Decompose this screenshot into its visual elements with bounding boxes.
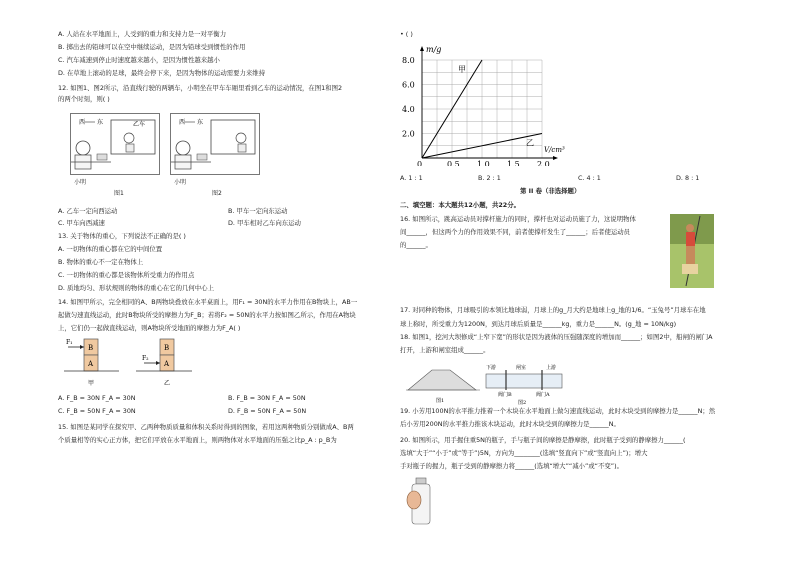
text-line-o3: B. F_B = 30N F_A = 50N — [228, 394, 306, 402]
text-line-l11: B. 物体的重心不一定在物体上 — [58, 258, 144, 266]
text-line-r8: 16. 如图所示，跳高运动员对撑杆施力的同时，撑杆也对运动员施了力，这说明物体 — [400, 215, 636, 223]
text-line-r10: 的______。 — [400, 241, 432, 249]
y-axis-label: m/g — [426, 45, 442, 54]
text-line-r18: 选填“大于”“小于”或“等于”)5N，方向为________(选填“竖直向下”或“竖直向上”)；增大 — [400, 449, 648, 457]
upstream-label: 上游 — [546, 365, 557, 371]
fig18-caption-2: 图2 — [518, 400, 527, 406]
text-line-l2: B. 掷出去的铅球可以在空中继续运动，是因为铅球受到惯性的作用 — [58, 43, 246, 51]
text-line-o1: B. 甲车一定向东运动 — [228, 207, 288, 215]
text-line-l1: A. 人站在水平地面上，人受到的重力和支持力是一对平衡力 — [58, 30, 227, 38]
x-tick-label: 0 — [417, 160, 423, 166]
text-line-r19: 手对瓶子的握力，瓶子受到的静摩擦力将______(选填“增大”“减小”或“不变”)。 — [400, 462, 623, 470]
x-tick-label: 1.0 — [477, 160, 490, 166]
car-b-label: 乙车 — [133, 121, 146, 128]
east-label-1: 东 — [97, 119, 104, 126]
text-line-r5: D. 8 : 1 — [676, 174, 700, 182]
text-line-l4: D. 在草地上滚动的足球，最终会停下来，是因为物体的运动需要力来维持 — [58, 69, 266, 77]
dam-shape — [408, 370, 476, 390]
yi-label: 乙 — [164, 380, 171, 387]
text-line-r4: C. 4 : 1 — [578, 174, 601, 182]
text-line-l18: C. F_B = 50N F_A = 30N — [58, 407, 136, 415]
y-tick-label: 2.0 — [402, 129, 415, 139]
y-axis-arrow — [420, 46, 424, 51]
fig18-caption-1: 图1 — [436, 398, 445, 404]
x-axis-arrow — [553, 156, 558, 160]
figure-18 — [406, 360, 566, 406]
text-line-r16: 后小芳用200N的水平推力推该木块运动，此时木块受到的摩擦力是______N。 — [400, 420, 620, 428]
xiaoming-head-icon — [76, 141, 90, 155]
chart-grid — [422, 60, 542, 158]
block-a-label-yi: A — [164, 360, 170, 368]
y-tick-label: 4.0 — [402, 105, 415, 114]
series-label-1: 乙 — [526, 138, 534, 148]
text-line-l8: C. 甲车向西减速 — [58, 219, 105, 227]
text-line-r9: 间______，但这两个力的作用效果不同，前者使撑杆发生了______；后者使运动员 — [400, 228, 631, 236]
gate-b-label: 阀门B — [498, 392, 512, 398]
text-line-l5: 12. 如图1、图2所示，沿直线行驶的两辆车，小明坐在甲车车厢里看到乙车的运动情况，在图1和图2 — [58, 84, 343, 92]
passenger-icon — [124, 133, 134, 143]
jia-label: 甲 — [88, 380, 95, 387]
text-line-r7: 二、填空题：本大题共12小题，共22分。 — [400, 201, 521, 209]
cup-icon — [197, 154, 207, 160]
figure-2-caption: 图2 — [212, 190, 222, 197]
text-line-r12: 球上称时，所受重力为1200N，到达月球后质量是______kg，重力是______N。(g_地 = 10N/kg) — [400, 320, 677, 328]
chart-axes — [420, 46, 558, 160]
lock-chamber — [486, 374, 562, 388]
mass-volume-chart — [400, 40, 570, 166]
x-tick-label: 0.5 — [447, 160, 460, 166]
hand-holding-bottle — [404, 476, 438, 528]
block-a-label-jia: A — [88, 360, 94, 368]
text-line-l10: A. 一切物体的重心都在它的中间位置 — [58, 245, 163, 253]
text-line-r14: 打开，上游和闸室组成______。 — [400, 346, 490, 354]
text-line-l17: A. F_B = 30N F_A = 30N — [58, 394, 136, 402]
west-label-1: 西 — [79, 119, 86, 126]
figure-12-scene-1 — [71, 114, 159, 174]
chart-labels — [402, 45, 565, 166]
text-line-r3: B. 2 : 1 — [478, 174, 501, 182]
y-tick-label: 8.0 — [402, 56, 415, 65]
text-line-l13: D. 质地均匀、形状规则的物体的重心在它的几何中心上 — [58, 284, 214, 292]
text-line-l16: 上，它们仍一起做直线运动，则A物块所受地面的摩擦力为F_A( ) — [58, 324, 241, 332]
text-line-l12: C. 一切物体的重心都是该物体所受重力的作用点 — [58, 271, 195, 279]
x-tick-label: 1.5 — [507, 160, 520, 166]
bottle-cap — [416, 478, 426, 484]
text-line-o2: D. 甲车相对乙车向东运动 — [228, 219, 301, 227]
x-tick-label: 2.0 — [537, 160, 550, 166]
series-label-0: 甲 — [458, 65, 466, 74]
block-b-label-jia: B — [88, 344, 94, 352]
cup-icon — [97, 154, 107, 160]
xiaoming-head-icon — [176, 141, 190, 155]
text-line-l7: A. 乙车一定向西运动 — [58, 207, 118, 215]
text-line-l6: 的两个时刻，则( ) — [58, 95, 110, 103]
text-line-r15: 19. 小芳用100N的水平推力推着一个木块在水平地面上做匀速直线运动，此时木块受到的摩擦力是______N；然 — [400, 407, 716, 415]
pole-vaulter-photo — [670, 214, 714, 288]
text-line-l9: 13. 关于物体的重心，下列说法不正确的是( ) — [58, 232, 186, 240]
downstream-label: 下游 — [486, 365, 497, 371]
text-line-r1: • ( ) — [400, 30, 413, 38]
xiaoming-label-2: 小明 — [174, 179, 187, 186]
text-line-l20: 个质量相等的实心正方体，把它们平放在水平地面上，则两物体对水平地面的压强之比p_A : p_B为 — [58, 436, 337, 444]
y-tick-label: 6.0 — [402, 80, 415, 90]
passenger-icon — [236, 133, 246, 143]
force-f2-label: F₂ — [142, 355, 149, 362]
gate-a-label: 阀门A — [536, 392, 550, 398]
text-line-r13: 18. 如图1，挖河大坝修成“上窄下宽”的形状是因为液体的压强随深度的增加而______；如图2中，船闸的闸门A — [400, 333, 713, 341]
figure-1-caption: 图1 — [114, 190, 124, 197]
east-label-2: 东 — [197, 119, 204, 126]
text-line-o4: D. F_B = 50N F_A = 50N — [228, 407, 307, 415]
text-line-l14: 14. 如图甲所示，完全相同的A、B两物块叠放在水平桌面上，用F₁ = 30N的水平力作用在B物块上，AB一 — [58, 298, 358, 306]
west-label-2: 西 — [179, 119, 186, 126]
xiaoming-label-1: 小明 — [74, 179, 87, 186]
text-line-l3: C. 汽车减速到停止时速度越来越小，是因为惯性越来越小 — [58, 56, 220, 64]
hand-icon — [407, 491, 421, 509]
force-f1-label: F₁ — [66, 339, 73, 346]
x-axis-label: V/cm³ — [544, 146, 565, 154]
figure-12-scene-2 — [171, 114, 259, 174]
chamber-label: 闸室 — [516, 365, 527, 371]
text-line-r11: 17. 对同种的物体，月球吸引的本领比地球弱，月球上的g_月大约是地球上g_地的1/6。“玉兔号”月球车在地 — [400, 306, 706, 314]
figure-12-panel-2 — [170, 113, 260, 175]
text-line-r2: A. 1 : 1 — [400, 174, 423, 182]
text-line-r17: 20. 如图所示，用手握住重5N的瓶子，手与瓶子间的摩擦是静摩擦，此时瓶子受到的静摩擦力______( — [400, 436, 686, 444]
figure-12-panel-1 — [70, 113, 160, 175]
text-line-l15: 起做匀速直线运动，此时B物块所受的摩擦力为F_B；若将F₂ = 50N的水平力按如图乙所示，作用在A物块 — [58, 311, 356, 319]
text-line-l19: 15. 如图是某同学在探究甲、乙两种物质质量和体积关系时得到的图象，若用这两种物质分别做成A、B两 — [58, 423, 354, 431]
text-line-r6: 第 II 卷（非选择题） — [520, 187, 581, 195]
block-b-label-yi: B — [164, 344, 170, 352]
figure-14 — [64, 335, 194, 391]
